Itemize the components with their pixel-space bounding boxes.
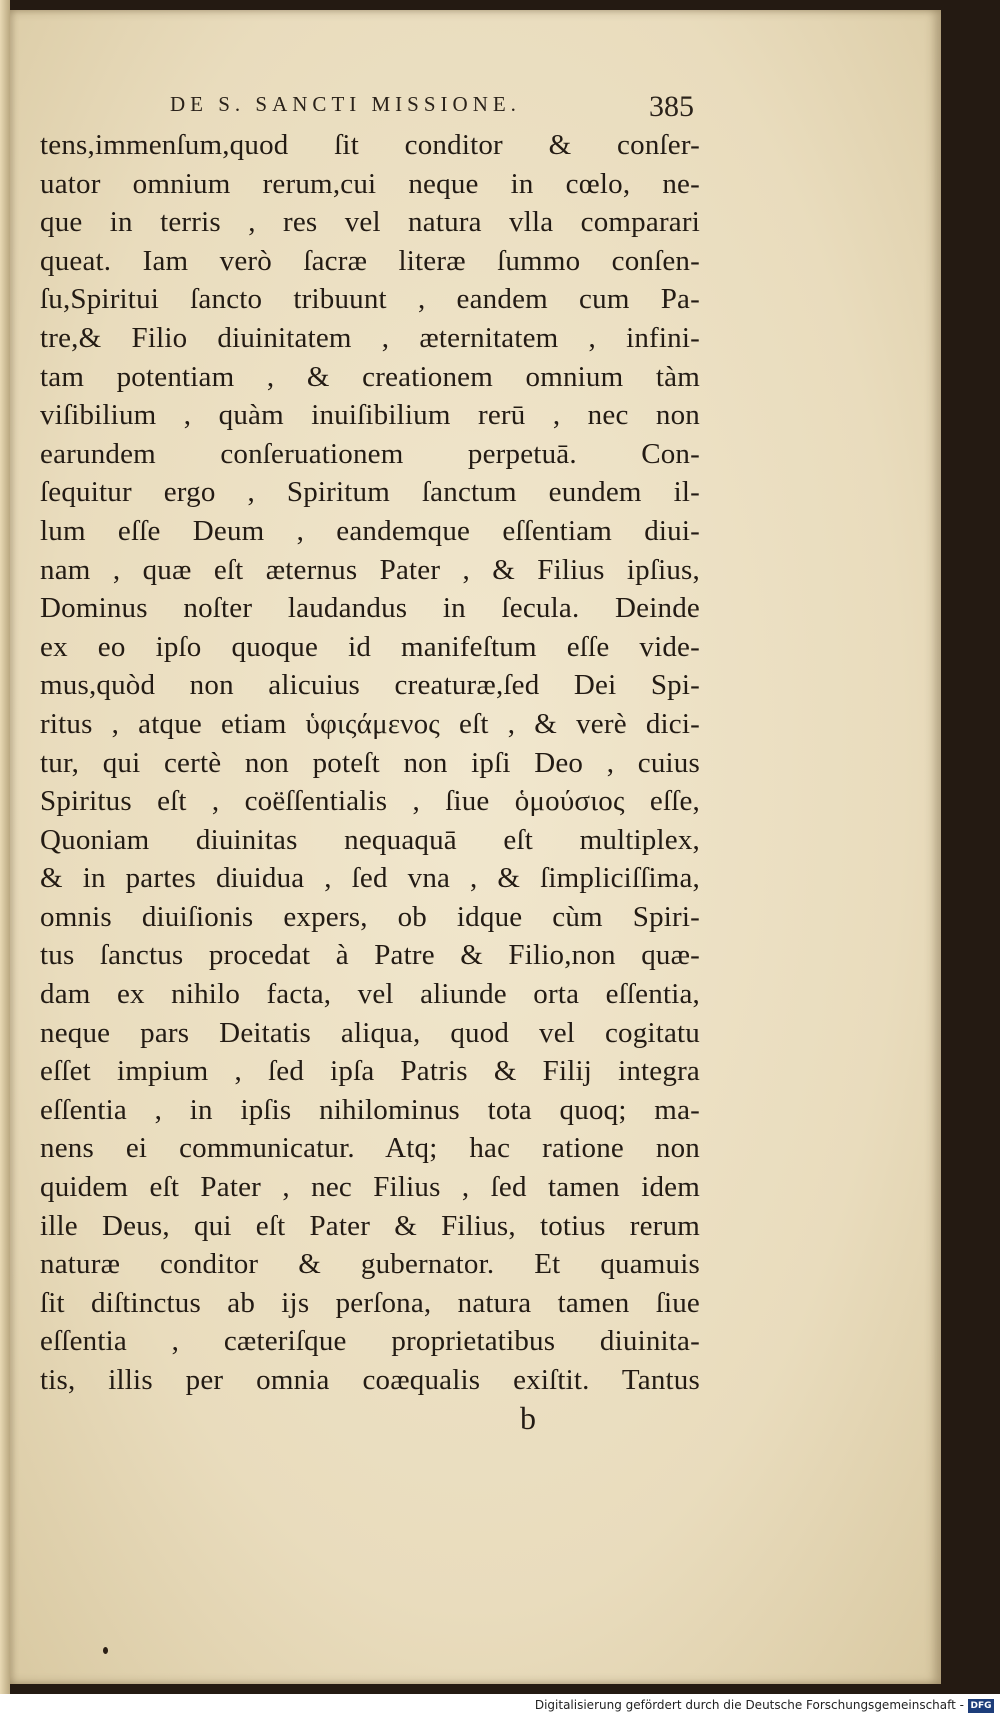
text-line: tur, qui certè non poteſt non ipſi Deo , cuius [40,746,700,779]
ink-speck [103,1647,108,1654]
text-line: mus,quòd non alicuius creaturæ,ſed Dei Spi- [40,669,700,702]
text-line: ille Deus, qui eſt Pater & Filius, totius rerum [40,1209,700,1242]
text-line: neque pars Deitatis aliqua, quod vel cogitatu [40,1016,700,1049]
text-line: eſſentia , in ipſis nihilominus tota quoq; ma- [40,1093,700,1126]
book-page [10,10,941,1684]
running-head: DE S. SANCTI MISSIONE. [170,92,521,116]
text-line: & in partes diuidua , ſed vna , & ſimpliciſſima, [40,862,700,895]
dfg-logo: DFG [968,1699,994,1713]
text-line: queat. Iam verò ſacræ literæ ſummo conſen- [40,244,700,277]
signature-mark: b [520,1400,536,1436]
body-text [40,126,700,1400]
binding-edge [0,0,10,1694]
text-line: ritus , atque etiam ὑφιςάμενος eſt , & verè dici- [40,707,700,740]
text-line: Spiritus eſt , coëſſentialis , ſiue ὁμούσιος eſſe, [40,785,700,818]
text-line: lum eſſe Deum , eandemque eſſentiam diui- [40,514,700,547]
footer-bar [0,1694,1000,1718]
text-line: nens ei communicatur. Atq; hac ratione non [40,1132,700,1165]
text-line: viſibilium , quàm inuiſibilium rerū , nec non [40,399,700,432]
text-line: quidem eſt Pater , nec Filius , ſed tamen idem [40,1171,700,1204]
text-line: naturæ conditor & gubernator. Et quamuis [40,1248,700,1281]
text-line: omnis diuiſionis expers, ob idque cùm Spiri- [40,900,700,933]
text-line: tens,immenſum,quod ſit conditor & conſer- [40,129,700,161]
text-line: ſequitur ergo , Spiritum ſanctum eundem il- [40,476,700,509]
text-line: eſſet impium , ſed ipſa Patris & Filij integra [40,1055,700,1088]
text-line: ſit diſtinctus ab ijs perſona, natura tamen ſiue [40,1286,700,1319]
text-line: que in terris , res vel natura vlla comparari [40,206,700,239]
text-line: tus ſanctus procedat à Patre & Filio,non quæ- [40,939,700,972]
text-line: earundem conſeruationem perpetuā. Con- [40,437,700,470]
text-line: tis, illis per omnia coæqualis exiſtit. Tantus [40,1364,700,1396]
text-line: ſu,Spiritui ſancto tribuunt , eandem cum Pa- [40,283,700,316]
text-line: nam , quæ eſt æternus Pater , & Filius ipſius, [40,553,700,586]
funding-credit: Digitalisierung gefördert durch die Deutsche Forschungsgemeinschaft - [534,1698,964,1712]
text-line: tre,& Filio diuinitatem , æternitatem , infini- [40,321,700,354]
text-line: tam potentiam , & creationem omnium tàm [40,360,700,393]
text-line: eſſentia , cæteriſque proprietatibus diuinita- [40,1325,700,1358]
text-line: uator omnium rerum,cui neque in cœlo, ne- [40,167,700,200]
text-line: ex eo ipſo quoque id manifeſtum eſſe vide- [40,630,700,663]
page-number: 385 [649,90,694,123]
text-line: Dominus noſter laudandus in ſecula. Deinde [40,592,700,625]
text-line: Quoniam diuinitas nequaquā eſt multiplex, [40,823,700,856]
text-line: dam ex nihilo facta, vel aliunde orta eſſentia, [40,978,700,1011]
